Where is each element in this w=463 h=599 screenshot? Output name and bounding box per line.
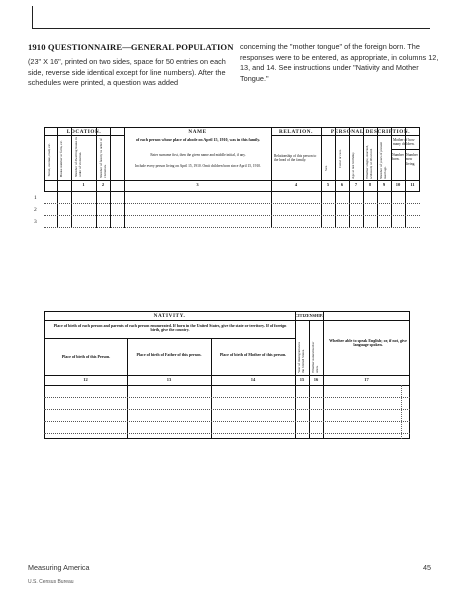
column-divider	[211, 338, 212, 439]
entry-row-line	[44, 433, 410, 434]
personal-col-years-married: Number of years of present marriage.	[379, 141, 387, 179]
mother-of-born: Number born.	[392, 153, 404, 162]
column-number: 11	[410, 182, 415, 187]
row-number: 1	[34, 195, 37, 201]
nativity-schedule	[44, 311, 410, 439]
location-header: LOCATION.	[66, 129, 102, 135]
entry-row-line	[44, 409, 410, 410]
entry-row-line	[44, 227, 420, 228]
name-instruction-include: Include every person living on April 15, 1910. Omit children born since April 15, 1910.	[135, 164, 261, 168]
column-number: 10	[395, 182, 401, 187]
personal-col-marital: Whether single, married, widowed, or divorced.	[365, 145, 373, 179]
location-col-house-number: House number or farm, etc.	[59, 140, 63, 178]
column-number: 14	[250, 377, 256, 382]
column-number: 12	[83, 377, 88, 382]
footer-title: Measuring America	[28, 563, 90, 572]
relation-instruction: Relationship of this person to the head of the family.	[274, 154, 317, 163]
column-divider	[271, 127, 272, 228]
row-number: 3	[34, 219, 37, 225]
entry-row-line	[44, 421, 410, 422]
citizenship-header: CITIZENSHIP.	[295, 313, 324, 318]
column-divider	[321, 127, 322, 228]
location-col-street: Street, avenue, road, etc.	[47, 143, 51, 177]
column-divider	[363, 127, 364, 228]
instruction-divider	[44, 338, 295, 339]
header-divider	[271, 135, 420, 136]
intro-text-left: (23" X 16", printed on two sides, space for 50 entries on each side, reverse side identical except for line numbers). After the schedules were printed, a question was added	[28, 57, 226, 88]
right-margin-guide	[401, 385, 402, 439]
location-col-dwelling: Number of dwelling house in order of visitation.	[74, 137, 82, 177]
entry-row-line	[44, 397, 410, 398]
column-number: 9	[382, 182, 386, 187]
column-divider	[349, 127, 350, 228]
personal-col-race: Color or race.	[338, 149, 342, 168]
column-divider	[124, 127, 125, 228]
name-header: NAME	[188, 129, 207, 135]
column-divider	[391, 127, 392, 228]
column-divider	[295, 311, 296, 439]
column-number: 13	[166, 377, 172, 382]
relation-header: RELATION.	[279, 129, 313, 135]
personal-col-age: Age at last birthday.	[351, 151, 355, 179]
column-number: 4	[294, 182, 298, 187]
footer-subtitle: U.S. Census Bureau	[28, 579, 74, 585]
row-number: 2	[34, 207, 37, 213]
year-of-immigration: Year of immigration to the United States.	[297, 341, 305, 373]
personal-col-sex: Sex.	[324, 165, 328, 171]
entry-row-line	[44, 215, 420, 216]
page-number: 45	[423, 563, 431, 572]
column-number-bottom	[44, 385, 410, 386]
nativity-instruction: Place of birth of each person and parents of each person enumerated. If born in the United States, give the state or territory. If of foreign birth, give the country.	[53, 323, 287, 333]
page-title: 1910 QUESTIONNAIRE—GENERAL POPULATION	[28, 42, 234, 52]
column-divider	[96, 127, 97, 228]
naturalized-or-alien: Whether naturalized or alien.	[311, 341, 319, 373]
personal-description-header: PERSONAL DESCRIPTION.	[330, 129, 411, 135]
header-divider	[44, 135, 124, 136]
column-divider	[57, 127, 58, 228]
place-of-birth-father: Place of birth of Father of this person.	[136, 352, 202, 357]
column-number: 5	[326, 182, 330, 187]
column-divider	[110, 127, 111, 228]
column-number: 1	[82, 182, 85, 187]
column-number-divider	[44, 375, 410, 376]
column-number: 3	[196, 182, 199, 187]
column-number: 8	[368, 182, 372, 187]
mother-of-header: Mother of how many children.	[393, 138, 415, 147]
mother-of-living: Number now living.	[406, 153, 418, 166]
column-divider	[335, 127, 336, 228]
name-instruction-surname: Enter surname first, then the given name and middle initial, if any.	[150, 153, 246, 157]
column-number: 16	[313, 377, 319, 382]
column-number: 6	[340, 182, 344, 187]
column-divider	[127, 338, 128, 439]
top-corner-rule-horizontal	[32, 28, 430, 29]
entry-row-line	[44, 203, 420, 204]
name-instruction-main: of each person whose place of abode on April 15, 1910, was in this family.	[135, 137, 261, 142]
column-number: 2	[101, 182, 105, 187]
mother-of-divider	[391, 149, 420, 150]
column-number: 17	[364, 377, 369, 382]
column-divider	[323, 311, 324, 439]
column-number: 7	[354, 182, 358, 187]
column-divider	[71, 127, 72, 228]
column-divider	[377, 127, 378, 228]
location-col-family: Number of family in order of visitation.	[99, 138, 107, 178]
place-of-birth-person: Place of birth of this Person.	[61, 354, 111, 359]
top-corner-rule-vertical	[32, 6, 33, 28]
intro-text-right: concerning the "mother tongue" of the foreign born. The responses were to be entered, as appropriate, in columns 12, 13, and 14. See instructions under "Nativity and Mother Tongue."	[240, 42, 439, 83]
english-speaking: Whether able to speak English; or, if not, give language spoken.	[329, 338, 407, 348]
place-of-birth-mother: Place of birth of Mother of this person.	[219, 352, 287, 357]
header-divider	[44, 320, 410, 321]
nativity-header: NATIVITY.	[153, 313, 186, 319]
column-number: 15	[299, 377, 305, 382]
population-schedule-front	[34, 127, 420, 228]
